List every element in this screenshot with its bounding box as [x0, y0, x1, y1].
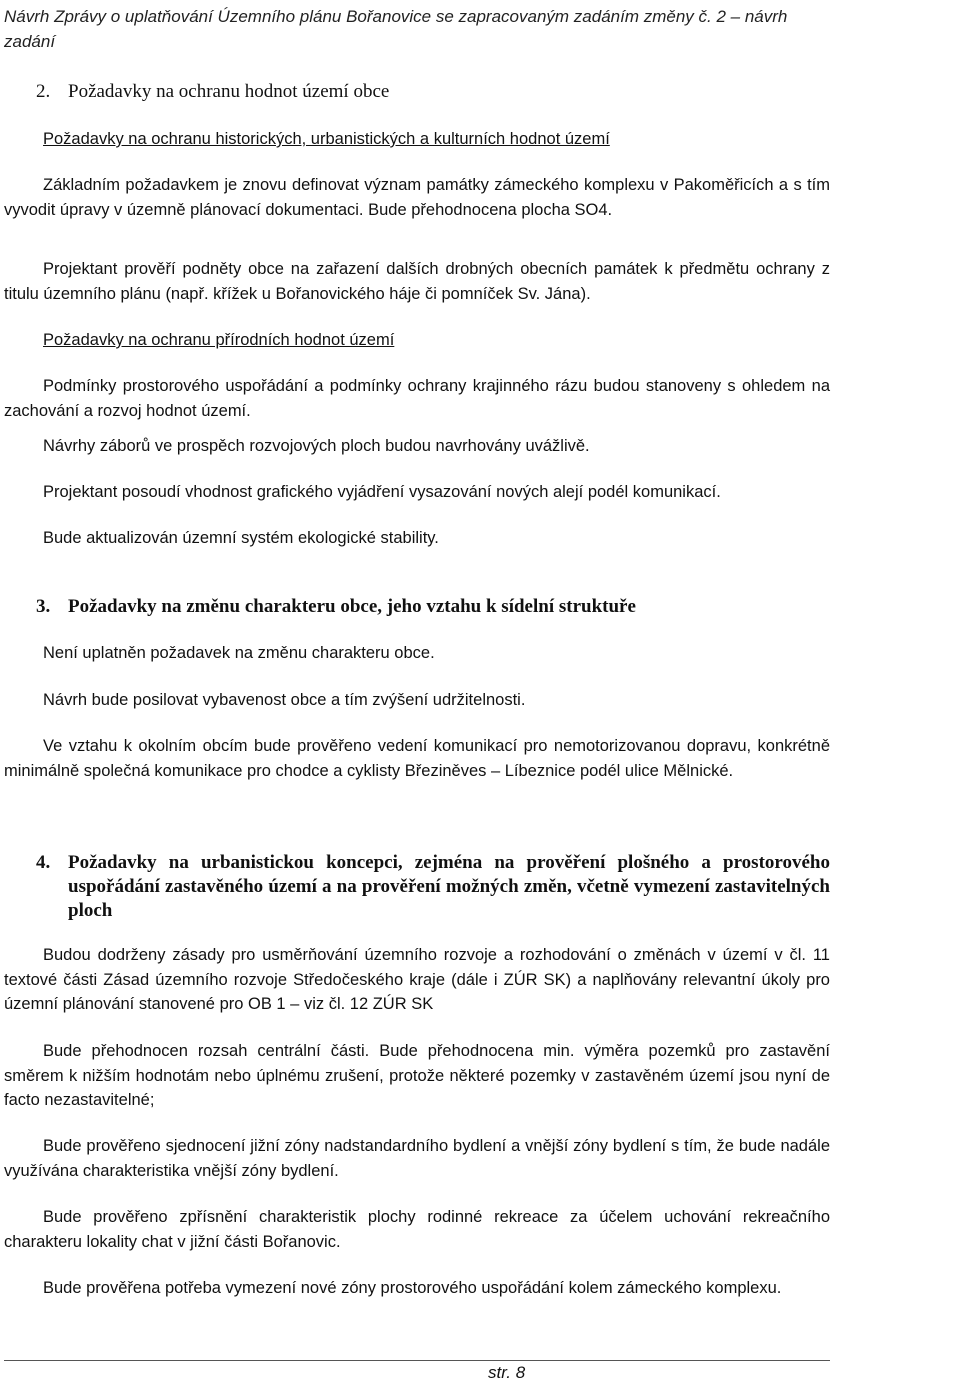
paragraph: Budou dodrženy zásady pro usměrňování územního rozvoje a rozhodování o změnách v území v čl. 11 textové části Zásad územního rozvoje Středočeského kraje (dále i ZÚR SK) a naplňovány relevantní úkoly pro územní plánování stanovené pro OB 1 – viz čl. 12 ZÚR SK [4, 946, 830, 1013]
paragraph: Ve vztahu k okolním obcím bude prověřeno vedení komunikací pro nemotorizovanou dopravu, konkrétně minimálně společná komunikace pro chodce a cyklisty Březiněves – Líbeznice podél ulice Mělnické. [4, 737, 830, 780]
section-3-heading [4, 595, 830, 619]
paragraph: Projektant prověří podněty obce na zařazení dalších drobných obecních památek k předmětu ochrany z titulu územního plánu (např. křížek u Bořanovického háje či pomníček Sv. Jána). [4, 260, 830, 303]
section-4-heading [4, 851, 830, 923]
section-4-number: 4. [36, 852, 51, 873]
paragraph: Bude přehodnocen rozsah centrální části. Bude přehodnocena min. výměra pozemků pro zastavění směrem k nižším hodnotám nebo úplnému zrušení, protože některé pozemky v zastavěném území jsou nyní de facto nezastavitelné; [4, 1042, 830, 1109]
paragraph: Projektant posoudí vhodnost grafického vyjádření vysazování nových alejí podél komunikací. [43, 483, 721, 501]
paragraph: Návrh bude posilovat vybavenost obce a tím zvýšení udržitelnosti. [43, 691, 526, 709]
paragraph: Bude prověřena potřeba vymezení nové zóny prostorového uspořádání kolem zámeckého komplexu. [43, 1279, 782, 1297]
paragraph: Podmínky prostorového uspořádání a podmínky ochrany krajinného rázu budou stanoveny s ohledem na zachování a rozvoj hodnot území. [4, 377, 830, 420]
section-2-heading [4, 80, 830, 104]
running-header: Návrh Zprávy o uplatňování Územního plánu Bořanovice se zapracovaným zadáním změny č. 2 – návrh zadání [4, 7, 788, 51]
section-4-title: Požadavky na urbanistickou koncepci, zejména na prověření plošného a prostorového uspořádání zastavěného území a na prověření možných změn, včetně vymezení zastavitelných ploch [68, 852, 830, 921]
paragraph: Bude aktualizován územní systém ekologické stability. [43, 529, 439, 547]
paragraph: Bude prověřeno sjednocení jižní zóny nadstandardního bydlení a vnější zóny bydlení s tím, že bude nadále využívána charakteristika vnější zóny bydlení. [4, 1137, 830, 1180]
paragraph: Návrhy záborů ve prospěch rozvojových ploch budou navrhovány uvážlivě. [43, 437, 590, 455]
footer-divider [4, 1360, 830, 1361]
section-2-title: Požadavky na ochranu hodnot území obce [68, 81, 390, 102]
section-3-title: Požadavky na změnu charakteru obce, jeho vztahu k sídelní struktuře [68, 596, 636, 617]
section-2-number: 2. [36, 81, 51, 102]
paragraph: Základním požadavkem je znovu definovat význam památky zámeckého komplexu v Pakoměřicích a s tím vyvodit úpravy v územně plánovací dokumentaci. Bude přehodnocena plocha SO4. [4, 176, 830, 219]
paragraph: Není uplatněn požadavek na změnu charakteru obce. [43, 644, 435, 662]
section-3-number: 3. [36, 596, 51, 617]
paragraph: Bude prověřeno zpřísnění charakteristik plochy rodinné rekreace za účelem uchování rekreačního charakteru lokality chat v jižní části Bořanovic. [4, 1208, 830, 1251]
subheading-natural-values: Požadavky na ochranu přírodních hodnot území [43, 331, 395, 349]
subheading-cultural-values: Požadavky na ochranu historických, urbanistických a kulturních hodnot území [43, 130, 610, 148]
page-number: str. 8 [488, 1363, 526, 1382]
